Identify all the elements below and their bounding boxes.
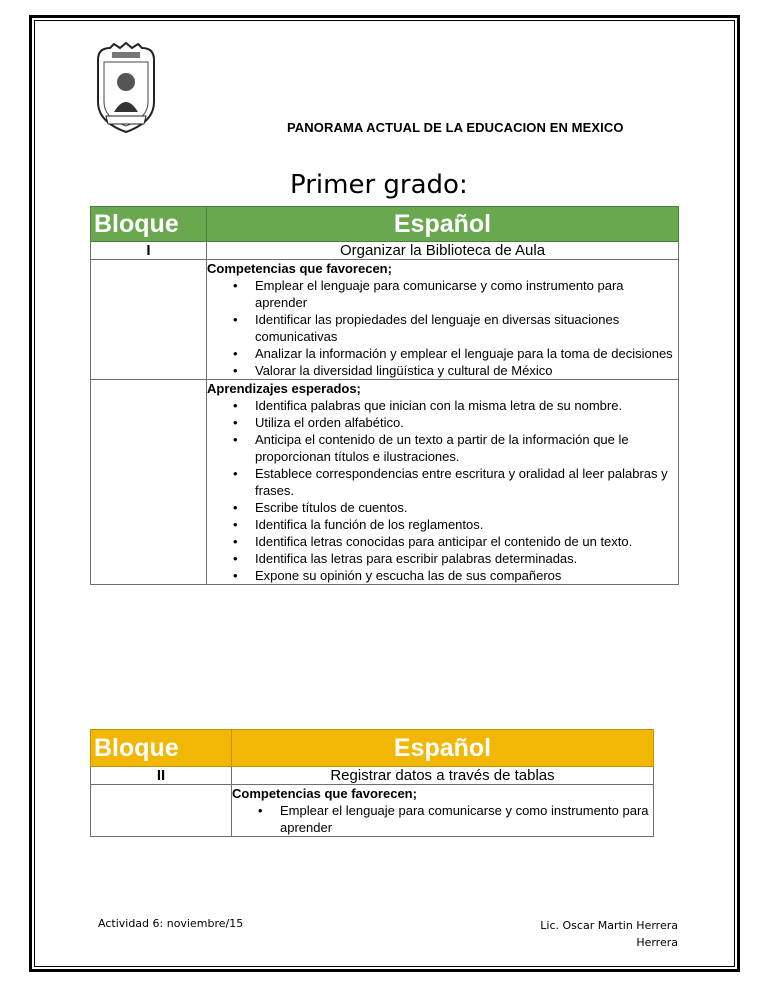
aprendizajes-label: Aprendizajes esperados;: [207, 381, 361, 396]
bullet-icon: •: [233, 278, 238, 293]
competencias-label: Competencias que favorecen;: [232, 786, 417, 801]
list-item-text: Emplear el lenguaje para comunicarse y como instrumento para aprender: [255, 278, 624, 310]
empty-cell: [91, 380, 207, 585]
table-row: [91, 785, 654, 837]
bullet-icon: •: [233, 568, 238, 583]
aprendizajes-list: [207, 397, 678, 584]
list-item-text: Identifica las letras para escribir palabras determinadas.: [255, 551, 578, 566]
competencias-list: [207, 277, 678, 379]
bullet-icon: •: [233, 500, 238, 515]
aprendizajes-cell: [207, 380, 679, 585]
list-item: [233, 311, 678, 345]
footer-author-line: Lic. Oscar Martin Herrera: [540, 919, 678, 932]
list-item-text: Valorar la diversidad lingüística y cultural de México: [255, 363, 553, 378]
list-item: [258, 802, 653, 836]
list-item: [233, 397, 678, 414]
bloque-number: II: [91, 767, 232, 785]
table-row: [91, 242, 679, 260]
table-header-row: [91, 730, 654, 767]
bullet-icon: •: [233, 534, 238, 549]
bloque-table-2: [90, 729, 654, 837]
grade-title: Primer grado:: [290, 170, 468, 200]
subject-header: Español: [232, 730, 654, 767]
bullet-icon: •: [233, 466, 238, 481]
competencias-label: Competencias que favorecen;: [207, 261, 392, 276]
list-item: [233, 362, 678, 379]
competencias-list: [232, 802, 653, 836]
bullet-icon: •: [233, 415, 238, 430]
subject-header: Español: [207, 207, 679, 242]
bullet-icon: •: [233, 432, 238, 447]
bloque-table-1: [90, 206, 679, 585]
list-item: [233, 499, 678, 516]
table-row: [91, 380, 679, 585]
bullet-icon: •: [233, 551, 238, 566]
list-item-text: Identifica la función de los reglamentos.: [255, 517, 484, 532]
list-item: [233, 277, 678, 311]
document-header-title: PANORAMA ACTUAL DE LA EDUCACION EN MEXICO: [287, 120, 624, 135]
footer-activity: Actividad 6: noviembre/15: [98, 917, 244, 930]
bloque-number: I: [91, 242, 207, 260]
bullet-icon: •: [258, 803, 263, 818]
topic-title: Organizar la Biblioteca de Aula: [207, 242, 679, 260]
footer-author: [530, 917, 678, 951]
table-row: [91, 260, 679, 380]
list-item-text: Expone su opinión y escucha las de sus compañeros: [255, 568, 562, 583]
list-item-text: Establece correspondencias entre escritura y oralidad al leer palabras y frases.: [255, 466, 668, 498]
table-row: [91, 767, 654, 785]
list-item-text: Identificar las propiedades del lenguaje en diversas situaciones comunicativas: [255, 312, 620, 344]
competencias-cell: [232, 785, 654, 837]
list-item: [233, 465, 678, 499]
list-item: [233, 550, 678, 567]
table-header-row: [91, 207, 679, 242]
list-item-text: Emplear el lenguaje para comunicarse y como instrumento para aprender: [280, 803, 649, 835]
bullet-icon: •: [233, 312, 238, 327]
competencias-cell: [207, 260, 679, 380]
bullet-icon: •: [233, 363, 238, 378]
list-item: [233, 567, 678, 584]
list-item-text: Anticipa el contenido de un texto a partir de la información que le proporcionan títulos e ilustraciones.: [255, 432, 629, 464]
list-item: [233, 414, 678, 431]
empty-cell: [91, 260, 207, 380]
empty-cell: [91, 785, 232, 837]
list-item: [233, 431, 678, 465]
footer-author-line: Herrera: [636, 936, 678, 949]
bullet-icon: •: [233, 517, 238, 532]
topic-title: Registrar datos a través de tablas: [232, 767, 654, 785]
list-item: [233, 345, 678, 362]
bullet-icon: •: [233, 346, 238, 361]
school-seal-icon: [92, 42, 160, 134]
list-item-text: Identifica letras conocidas para anticipar el contenido de un texto.: [255, 534, 633, 549]
list-item-text: Identifica palabras que inician con la misma letra de su nombre.: [255, 398, 623, 413]
list-item: [233, 516, 678, 533]
list-item-text: Analizar la información y emplear el lenguaje para la toma de decisiones: [255, 346, 673, 361]
list-item-text: Escribe títulos de cuentos.: [255, 500, 408, 515]
bloque-header: Bloque: [91, 730, 232, 767]
list-item-text: Utiliza el orden alfabético.: [255, 415, 404, 430]
list-item: [233, 533, 678, 550]
bloque-header: Bloque: [91, 207, 207, 242]
bullet-icon: •: [233, 398, 238, 413]
